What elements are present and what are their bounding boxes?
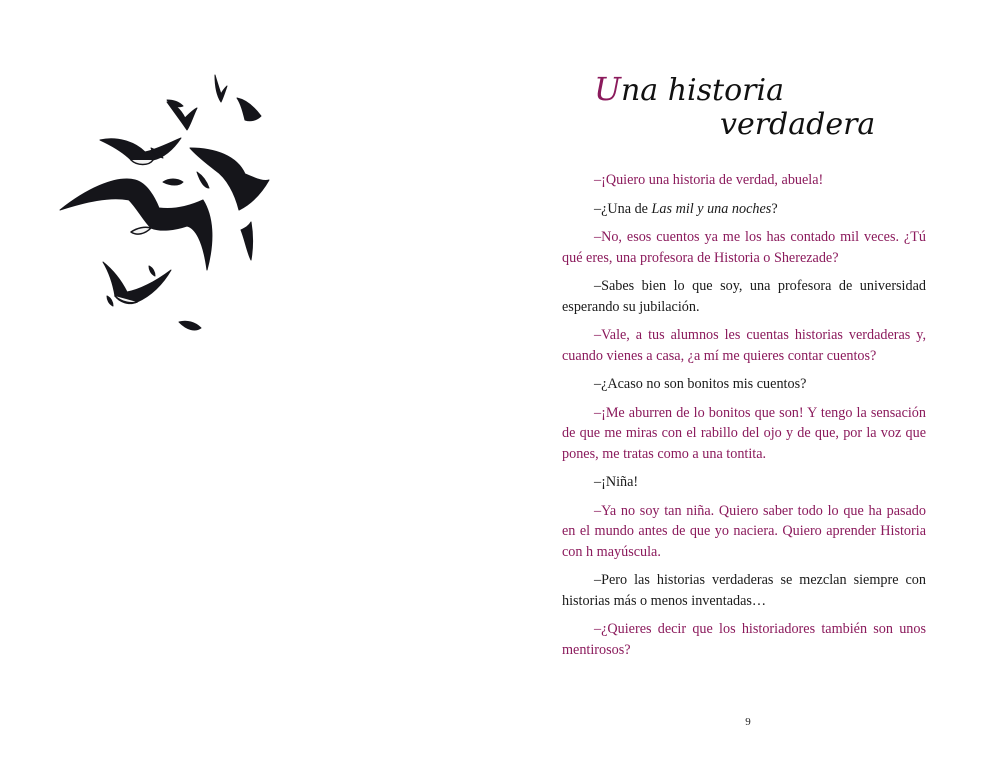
right-page: [494, 0, 989, 775]
dialogue-body: [562, 170, 926, 668]
flock-of-birds-icon: [55, 70, 280, 340]
dialogue-paragraph: –¡Niña!: [594, 474, 639, 490]
bird-icon: [237, 98, 261, 121]
dialogue-paragraph: –¡Me aburren de lo bonitos que son! Y tengo la sensación de que me miras con el rabillo del ojo y de que, por la voz que pones, me tratas como a una tontita.: [562, 404, 926, 462]
drop-initial: U: [594, 70, 621, 108]
dialogue-paragraph: –¿Acaso no son bonitos mis cuentos?: [594, 376, 807, 392]
bird-icon: [107, 296, 113, 306]
dialogue-paragraph: –Ya no soy tan niña. Quiero saber todo lo que ha pasado en el mundo antes de que yo naciera. Quiero aprender Historia con h mayúscula.: [562, 502, 926, 560]
dialogue-paragraph: [562, 199, 926, 220]
chapter-title-line-1: [594, 72, 894, 108]
large-bird-icon: [60, 179, 212, 270]
chapter-title: [594, 72, 894, 142]
dialogue-paragraph: –Vale, a tus alumnos les cuentas historias verdaderas y, cuando vienes a casa, ¿a mí me quieres contar cuentos?: [562, 327, 926, 364]
bird-icon: [103, 262, 171, 304]
bird-icon: [241, 222, 253, 260]
book-title-italic: Las mil y una noches: [651, 200, 772, 217]
chapter-title-line-2: verdadera: [720, 107, 876, 142]
chapter-title-line-1-rest: na historia: [620, 73, 784, 108]
dialogue-paragraph: –¡Quiero una historia de verdad, abuela!: [594, 172, 824, 188]
bird-icon: [179, 321, 201, 330]
dialogue-paragraph: –¿Quieres decir que los historiadores también son unos mentirosos?: [562, 621, 926, 658]
paragraph-text: ?: [771, 200, 778, 217]
dialogue-paragraph: –Pero las historias verdaderas se mezclan siempre con historias más o menos inventadas…: [562, 572, 926, 609]
dialogue-paragraph: –Sabes bien lo que soy, una profesora de universidad esperando su jubilación.: [562, 278, 926, 315]
bird-icon: [197, 172, 209, 188]
bird-icon: [100, 138, 181, 163]
dialogue-paragraph: –No, esos cuentos ya me los has contado mil veces. ¿Tú qué eres, una profesora de Historia o Sherezade?: [562, 229, 926, 266]
bird-icon: [149, 266, 155, 276]
page-number: 9: [745, 716, 751, 728]
bird-icon: [163, 179, 183, 185]
bird-icon: [215, 75, 227, 102]
left-page: [0, 0, 494, 775]
paragraph-text: –¿Una de: [594, 200, 652, 217]
